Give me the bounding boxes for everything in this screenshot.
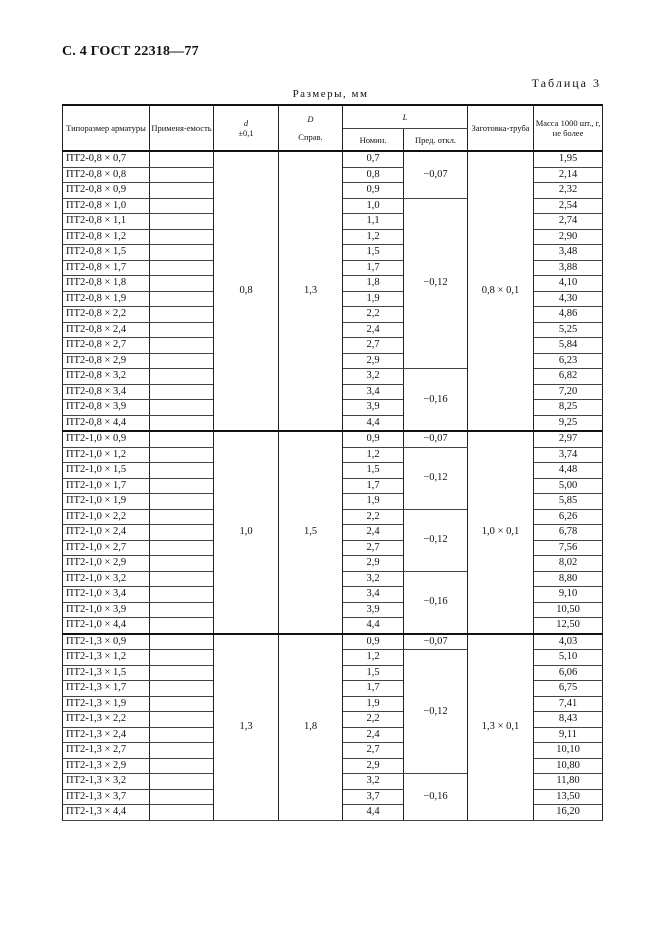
cell-L-nominal: 2,4 [343, 727, 404, 743]
cell-use [150, 509, 214, 525]
col-header-D [279, 105, 343, 151]
cell-type: ПТ2-0,8 × 3,9 [63, 400, 150, 416]
cell-L-nominal: 0,7 [343, 151, 404, 167]
cell-use [150, 478, 214, 494]
cell-L-nominal: 2,4 [343, 322, 404, 338]
cell-L-deviation: −0,12 [404, 447, 468, 509]
cell-type: ПТ2-0,8 × 2,9 [63, 353, 150, 369]
cell-type: ПТ2-1,0 × 3,4 [63, 587, 150, 603]
cell-mass: 4,10 [534, 276, 603, 292]
col-header-blank: Заготовка-труба [468, 105, 534, 151]
cell-use [150, 758, 214, 774]
cell-L-deviation: −0,16 [404, 571, 468, 634]
col-header-type: Типоразмер арматуры [63, 105, 150, 151]
cell-type: ПТ2-1,0 × 2,7 [63, 540, 150, 556]
cell-use [150, 338, 214, 354]
cell-use [150, 712, 214, 728]
cell-L-nominal: 1,5 [343, 245, 404, 261]
cell-type: ПТ2-0,8 × 0,9 [63, 183, 150, 199]
cell-mass: 4,48 [534, 463, 603, 479]
cell-mass: 10,80 [534, 758, 603, 774]
cell-mass: 7,20 [534, 384, 603, 400]
cell-type: ПТ2-0,8 × 0,7 [63, 151, 150, 167]
cell-d: 1,3 [214, 634, 279, 821]
col-header-d-symbol: d [243, 118, 249, 128]
cell-L-nominal: 1,9 [343, 494, 404, 510]
cell-L-nominal: 3,2 [343, 571, 404, 587]
col-header-L: L [343, 105, 468, 129]
cell-type: ПТ2-1,0 × 3,2 [63, 571, 150, 587]
cell-L-deviation: −0,07 [404, 634, 468, 650]
cell-mass: 16,20 [534, 805, 603, 821]
cell-L-nominal: 1,7 [343, 681, 404, 697]
col-header-D-sub: Справ. [298, 132, 323, 142]
cell-mass: 2,90 [534, 229, 603, 245]
cell-type: ПТ2-0,8 × 1,5 [63, 245, 150, 261]
cell-mass: 8,02 [534, 556, 603, 572]
cell-use [150, 322, 214, 338]
cell-use [150, 681, 214, 697]
cell-type: ПТ2-1,3 × 4,4 [63, 805, 150, 821]
cell-L-nominal: 2,7 [343, 338, 404, 354]
cell-use [150, 183, 214, 199]
cell-L-nominal: 4,4 [343, 415, 404, 431]
table-row [63, 634, 603, 650]
cell-type: ПТ2-1,0 × 1,9 [63, 494, 150, 510]
cell-mass: 8,80 [534, 571, 603, 587]
cell-mass: 3,74 [534, 447, 603, 463]
cell-use [150, 587, 214, 603]
cell-L-nominal: 2,2 [343, 712, 404, 728]
cell-mass: 2,54 [534, 198, 603, 214]
cell-mass: 2,32 [534, 183, 603, 199]
cell-L-nominal: 1,9 [343, 291, 404, 307]
table-row [63, 151, 603, 167]
col-header-L-nominal: Номин. [343, 129, 404, 152]
cell-mass: 6,06 [534, 665, 603, 681]
cell-type: ПТ2-1,3 × 3,2 [63, 774, 150, 790]
cell-L-deviation: −0,12 [404, 650, 468, 774]
cell-use [150, 229, 214, 245]
cell-L-nominal: 2,9 [343, 556, 404, 572]
cell-use [150, 525, 214, 541]
col-header-mass: Масса 1000 шт., г, не более [534, 105, 603, 151]
cell-use [150, 291, 214, 307]
cell-use [150, 463, 214, 479]
cell-L-deviation: −0,12 [404, 509, 468, 571]
cell-mass: 2,97 [534, 431, 603, 447]
cell-type: ПТ2-1,0 × 1,5 [63, 463, 150, 479]
cell-type: ПТ2-1,3 × 1,2 [63, 650, 150, 666]
cell-mass: 6,75 [534, 681, 603, 697]
cell-type: ПТ2-0,8 × 0,8 [63, 167, 150, 183]
cell-type: ПТ2-1,0 × 4,4 [63, 618, 150, 634]
cell-type: ПТ2-0,8 × 2,2 [63, 307, 150, 323]
cell-L-nominal: 3,2 [343, 774, 404, 790]
cell-L-nominal: 1,7 [343, 478, 404, 494]
cell-mass: 6,23 [534, 353, 603, 369]
cell-L-deviation: −0,16 [404, 369, 468, 432]
cell-mass: 10,10 [534, 743, 603, 759]
col-header-D-symbol: D [307, 114, 314, 124]
cell-mass: 6,26 [534, 509, 603, 525]
cell-use [150, 805, 214, 821]
cell-use [150, 260, 214, 276]
cell-mass: 8,43 [534, 712, 603, 728]
cell-L-nominal: 2,2 [343, 307, 404, 323]
cell-mass: 11,80 [534, 774, 603, 790]
cell-type: ПТ2-0,8 × 3,2 [63, 369, 150, 385]
cell-L-nominal: 0,9 [343, 183, 404, 199]
cell-L-nominal: 1,0 [343, 198, 404, 214]
cell-type: ПТ2-0,8 × 4,4 [63, 415, 150, 431]
cell-use [150, 602, 214, 618]
cell-type: ПТ2-1,0 × 2,9 [63, 556, 150, 572]
cell-type: ПТ2-1,3 × 2,2 [63, 712, 150, 728]
cell-use [150, 415, 214, 431]
cell-type: ПТ2-1,0 × 2,2 [63, 509, 150, 525]
cell-type: ПТ2-1,3 × 1,9 [63, 696, 150, 712]
cell-type: ПТ2-0,8 × 1,9 [63, 291, 150, 307]
cell-L-nominal: 1,5 [343, 463, 404, 479]
cell-type: ПТ2-1,3 × 2,4 [63, 727, 150, 743]
cell-L-nominal: 0,8 [343, 167, 404, 183]
cell-L-nominal: 1,2 [343, 229, 404, 245]
cell-use [150, 384, 214, 400]
cell-L-nominal: 4,4 [343, 805, 404, 821]
cell-use [150, 540, 214, 556]
cell-L-deviation: −0,16 [404, 774, 468, 821]
cell-type: ПТ2-1,0 × 1,7 [63, 478, 150, 494]
cell-L-nominal: 3,9 [343, 602, 404, 618]
cell-D: 1,3 [279, 151, 343, 431]
cell-mass: 5,84 [534, 338, 603, 354]
cell-mass: 9,11 [534, 727, 603, 743]
cell-d: 0,8 [214, 151, 279, 431]
col-header-L-deviation: Пред. откл. [404, 129, 468, 152]
cell-use [150, 789, 214, 805]
cell-mass: 1,95 [534, 151, 603, 167]
col-header-d [214, 105, 279, 151]
cell-mass: 3,88 [534, 260, 603, 276]
cell-use [150, 214, 214, 230]
cell-blank-tube: 0,8 × 0,1 [468, 151, 534, 431]
cell-use [150, 198, 214, 214]
cell-mass: 4,86 [534, 307, 603, 323]
cell-L-nominal: 2,7 [343, 540, 404, 556]
cell-type: ПТ2-1,3 × 3,7 [63, 789, 150, 805]
cell-type: ПТ2-0,8 × 1,2 [63, 229, 150, 245]
cell-L-nominal: 1,2 [343, 447, 404, 463]
cell-type: ПТ2-0,8 × 1,0 [63, 198, 150, 214]
cell-L-nominal: 1,1 [343, 214, 404, 230]
dimensions-table [62, 104, 602, 821]
cell-use [150, 618, 214, 634]
cell-L-nominal: 1,8 [343, 276, 404, 292]
cell-type: ПТ2-1,3 × 1,5 [63, 665, 150, 681]
cell-use [150, 634, 214, 650]
cell-use [150, 151, 214, 167]
cell-mass: 2,74 [534, 214, 603, 230]
cell-L-nominal: 2,4 [343, 525, 404, 541]
cell-use [150, 447, 214, 463]
cell-use [150, 743, 214, 759]
cell-mass: 10,50 [534, 602, 603, 618]
cell-mass: 4,03 [534, 634, 603, 650]
cell-L-nominal: 3,4 [343, 587, 404, 603]
cell-mass: 5,25 [534, 322, 603, 338]
cell-mass: 9,25 [534, 415, 603, 431]
cell-use [150, 571, 214, 587]
table-label: Таблица 3 [531, 76, 601, 90]
cell-mass: 5,00 [534, 478, 603, 494]
cell-use [150, 167, 214, 183]
cell-type: ПТ2-1,0 × 0,9 [63, 431, 150, 447]
cell-type: ПТ2-1,3 × 2,9 [63, 758, 150, 774]
cell-L-nominal: 1,5 [343, 665, 404, 681]
cell-L-nominal: 4,4 [343, 618, 404, 634]
cell-L-nominal: 2,7 [343, 743, 404, 759]
cell-d: 1,0 [214, 431, 279, 634]
cell-use [150, 369, 214, 385]
cell-L-nominal: 3,7 [343, 789, 404, 805]
cell-use [150, 727, 214, 743]
cell-type: ПТ2-1,3 × 1,7 [63, 681, 150, 697]
cell-type: ПТ2-1,0 × 3,9 [63, 602, 150, 618]
cell-mass: 3,48 [534, 245, 603, 261]
cell-L-nominal: 1,7 [343, 260, 404, 276]
cell-mass: 7,41 [534, 696, 603, 712]
cell-type: ПТ2-0,8 × 2,4 [63, 322, 150, 338]
cell-mass: 2,14 [534, 167, 603, 183]
cell-L-nominal: 3,4 [343, 384, 404, 400]
cell-type: ПТ2-1,0 × 2,4 [63, 525, 150, 541]
cell-type: ПТ2-0,8 × 2,7 [63, 338, 150, 354]
cell-blank-tube: 1,3 × 0,1 [468, 634, 534, 821]
cell-use [150, 556, 214, 572]
cell-D: 1,5 [279, 431, 343, 634]
cell-type: ПТ2-0,8 × 3,4 [63, 384, 150, 400]
cell-L-nominal: 3,9 [343, 400, 404, 416]
cell-L-nominal: 2,9 [343, 758, 404, 774]
cell-mass: 7,56 [534, 540, 603, 556]
cell-L-nominal: 0,9 [343, 431, 404, 447]
cell-use [150, 353, 214, 369]
col-header-d-tolerance: ±0,1 [238, 128, 254, 138]
cell-mass: 9,10 [534, 587, 603, 603]
cell-mass: 5,10 [534, 650, 603, 666]
cell-L-nominal: 2,9 [343, 353, 404, 369]
table-row [63, 431, 603, 447]
cell-type: ПТ2-1,0 × 1,2 [63, 447, 150, 463]
cell-use [150, 431, 214, 447]
cell-type: ПТ2-1,3 × 0,9 [63, 634, 150, 650]
cell-L-nominal: 0,9 [343, 634, 404, 650]
cell-use [150, 245, 214, 261]
cell-mass: 6,82 [534, 369, 603, 385]
cell-type: ПТ2-1,3 × 2,7 [63, 743, 150, 759]
cell-type: ПТ2-0,8 × 1,8 [63, 276, 150, 292]
cell-L-nominal: 1,2 [343, 650, 404, 666]
cell-mass: 4,30 [534, 291, 603, 307]
cell-use [150, 276, 214, 292]
cell-type: ПТ2-0,8 × 1,1 [63, 214, 150, 230]
cell-D: 1,8 [279, 634, 343, 821]
cell-L-deviation: −0,07 [404, 431, 468, 447]
cell-L-deviation: −0,12 [404, 198, 468, 369]
table-body [63, 151, 603, 820]
cell-blank-tube: 1,0 × 0,1 [468, 431, 534, 634]
cell-use [150, 665, 214, 681]
cell-mass: 6,78 [534, 525, 603, 541]
cell-mass: 13,50 [534, 789, 603, 805]
cell-type: ПТ2-0,8 × 1,7 [63, 260, 150, 276]
cell-use [150, 400, 214, 416]
cell-use [150, 650, 214, 666]
cell-use [150, 696, 214, 712]
cell-use [150, 774, 214, 790]
cell-mass: 5,85 [534, 494, 603, 510]
cell-use [150, 307, 214, 323]
cell-L-nominal: 1,9 [343, 696, 404, 712]
cell-L-deviation: −0,07 [404, 151, 468, 198]
cell-L-nominal: 2,2 [343, 509, 404, 525]
cell-use [150, 494, 214, 510]
page-header-title: С. 4 ГОСТ 22318—77 [62, 44, 199, 59]
cell-mass: 12,50 [534, 618, 603, 634]
cell-mass: 8,25 [534, 400, 603, 416]
col-header-use: Применя-емость [150, 105, 214, 151]
cell-L-nominal: 3,2 [343, 369, 404, 385]
sizes-label: Размеры, мм [292, 88, 369, 100]
